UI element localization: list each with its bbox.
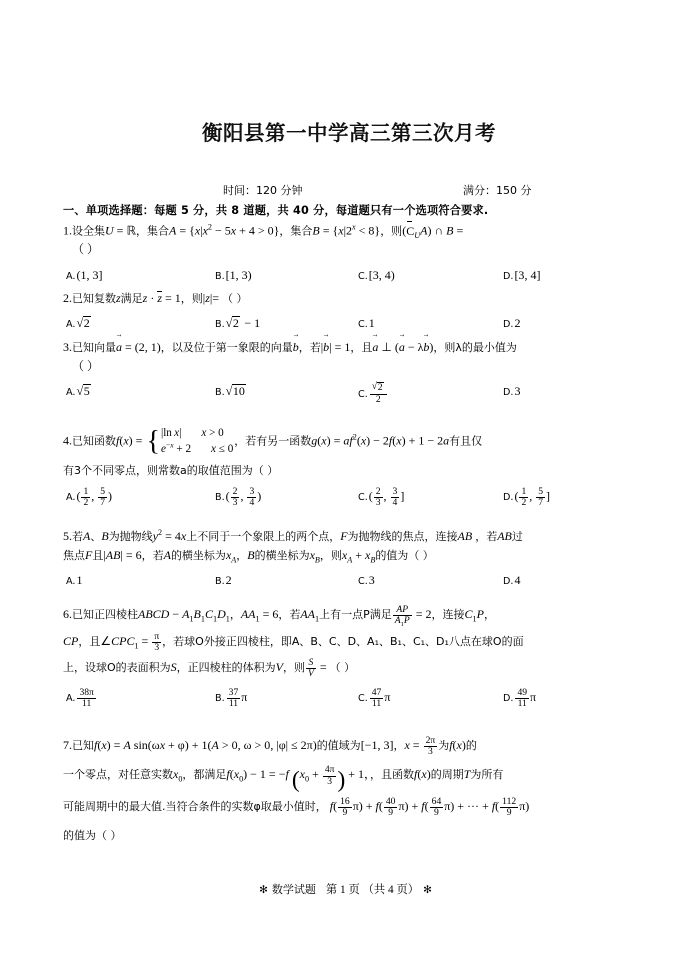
question-5-stem-line2: 焦点F且|AB| = 6，若A的横坐标为$x_A$，B的横坐标为$x_B$，则$x_A + x_B$的值为（ ） (63, 547, 434, 564)
option-1-B[interactable]: B.[1, 3) (215, 267, 252, 282)
question-5 (63, 527, 635, 591)
question-7 (63, 736, 635, 845)
option-3-B[interactable]: B. √ 10 (215, 382, 247, 401)
option-2-B[interactable]: B. √ 2 − 1 (215, 314, 260, 333)
option-3-A[interactable]: A. √ 5 (66, 382, 92, 401)
exam-total-score: 满分：150 分 (463, 184, 532, 197)
footer-page-total: （共 4 页） (362, 884, 420, 896)
flower-left-icon: ✻ (259, 884, 268, 896)
option-6-B[interactable]: B. $\frac{37}{11}$ π (215, 687, 248, 710)
page-footer (0, 881, 691, 897)
option-3-D[interactable]: D.3 (503, 384, 521, 399)
question-4-stem-line1: 4.已知函数f(x) = { |ln x| x > 0 $e^{-x} + 2$ x ≤ 0 ，若有另一函数$g(x) = af^2(x) - 2f(x) + 1 - 2a$有且仅 (63, 425, 483, 457)
question-7-stem-line2: 一个零点，对任意实数$x_0$，都满足$f(x_0) - 1 = -f$ ($x_0$ + $\frac{4\pi}{3}$ ) + 1，，且函数f(x)的周期T为所有 (63, 764, 504, 793)
option-4-C[interactable]: C.( $\frac{2}{3}$ , $\frac{3}{4}$ ] (358, 485, 405, 508)
question-4 (63, 426, 635, 516)
option-6-C[interactable]: C. $\frac{47}{11}$ π (358, 687, 391, 710)
option-3-C[interactable]: C. √ $\frac{2}{2}$ (358, 382, 388, 405)
question-1 (63, 221, 635, 286)
question-2 (63, 289, 635, 335)
question-4-stem-line2: 有3个不同零点，则常数a的取值范围为（ ） (63, 464, 279, 478)
question-6-options (63, 688, 635, 718)
question-6-stem-line3: 上，设球O的表面积为S，正四棱柱的体积为V，则 $\frac{S}{V}$ = （ ） (63, 656, 356, 679)
question-5-number: 5. (63, 528, 72, 543)
option-1-D[interactable]: D.[3, 4] (503, 267, 541, 282)
question-5-stem-line1: 5.若A、B为抛物线$y^2 = 4x$上不同于一个象限上的两个点，F为抛物线的焦点，连接AB ，若AB过 (63, 527, 523, 543)
option-6-A[interactable]: A. $\frac{38\pi}{11}$ (66, 687, 94, 710)
question-4-number: 4. (63, 433, 72, 448)
question-2-options (63, 314, 635, 334)
option-2-C[interactable]: C.1 (358, 316, 375, 331)
exam-meta-row (63, 182, 635, 200)
question-6-stem-line1: 6.已知正四棱柱ABCD − $A_1B_1C_1D_1$，$AA_1 = 6$，若$AA_1$上有一点P满足 $\frac{AP}{A_1P}$ = 2，连接$C_1P$， (63, 604, 495, 629)
flower-right-icon: ✻ (423, 884, 432, 896)
option-4-A[interactable]: A.( $\frac{1}{2}$ , $\frac{5}{7}$ ) (66, 485, 113, 508)
option-2-D[interactable]: D.2 (503, 316, 521, 331)
question-6-stem-line2: CP，且$\angle CPC_1$ = $\frac{\pi}{3}$ ，若球O外接正四棱柱，即A、B、C、D、A₁、B₁、C₁、D₁八点在球O的面 (63, 630, 524, 653)
question-2-number: 2. (63, 290, 72, 305)
question-2-stem: 2.已知复数z满足z · z = 1，则|z|= （ ） (63, 290, 248, 305)
option-5-A[interactable]: A.1 (66, 573, 83, 588)
page-title: 衡阳县第一中学高三第三次月考 (202, 121, 496, 145)
question-1-stem: 1.设全集U = ℝ，集合$A = \{x|x^2 - 5x + 4 > 0\}$，集合B = {x|2$^x$ < 8}，则$(C_UA)$ ∩ B = (63, 222, 464, 240)
option-5-D[interactable]: D.4 (503, 573, 521, 588)
option-1-A[interactable]: A.(1, 3] (66, 267, 103, 282)
footer-page-number: 第 1 页 (325, 884, 360, 896)
question-7-number: 7. (63, 738, 72, 753)
option-5-C[interactable]: C.3 (358, 573, 375, 588)
question-3-options (63, 382, 635, 412)
question-3-stem: 3.已知向量a → = (2, 1)，以及位于第一象限的向量b →，若|b →| = 1，且a → ⊥ (a → − λb →)，则λ的最小值为 (63, 337, 635, 357)
question-7-stem-line3: 可能周期中的最大值.当符合条件的实数φ取最小值时， f( $\frac{16}{9}$ π) + f( $\frac{40}{9}$ π) + f( $\frac{64}{9}$ π) + ··· + f( $\frac{112}{9}$ π) (63, 796, 530, 819)
question-3-number: 3. (63, 340, 72, 355)
question-1-options (63, 266, 635, 286)
question-4-options (63, 487, 635, 517)
question-7-stem-line4: 的值为（ ） (63, 829, 122, 843)
footer-subject: 数学试题 (271, 883, 316, 896)
page-body (63, 0, 635, 845)
question-3-blank: （ ） (72, 359, 100, 374)
question-5-options (63, 571, 635, 591)
option-2-A[interactable]: A. √ 2 (66, 314, 92, 333)
question-7-stem-line1: 7.已知f(x) = A sin(ωx + φ) + 1(A > 0, ω > 0, |φ| ≤ 2π)的值域为[−1, 3]，x = $\frac{2\pi}{3}$ 为f(x)的 (63, 735, 477, 758)
option-4-B[interactable]: B.( $\frac{2}{3}$ , $\frac{3}{4}$ ) (215, 485, 262, 508)
exam-duration: 时间：120 分钟 (223, 184, 303, 197)
option-1-C[interactable]: C.[3, 4) (358, 267, 395, 282)
option-5-B[interactable]: B.2 (215, 573, 232, 588)
option-6-D[interactable]: D. $\frac{49}{11}$ π (503, 687, 537, 710)
piecewise-cases: { |ln x| x > 0 $e^{-x} + 2$ x ≤ 0 (146, 425, 234, 457)
question-1-number: 1. (63, 223, 72, 238)
question-6-number: 6. (63, 607, 72, 622)
question-6 (63, 605, 635, 718)
question-1-blank: （ ） (72, 242, 100, 257)
question-3 (63, 337, 635, 412)
option-4-D[interactable]: D.( $\frac{1}{2}$ , $\frac{5}{7}$ ] (503, 485, 551, 508)
section-heading: 一、单项选择题：每题 5 分，共 8 道题，共 40 分，每道题只有一个选项符合要求. (63, 204, 489, 217)
